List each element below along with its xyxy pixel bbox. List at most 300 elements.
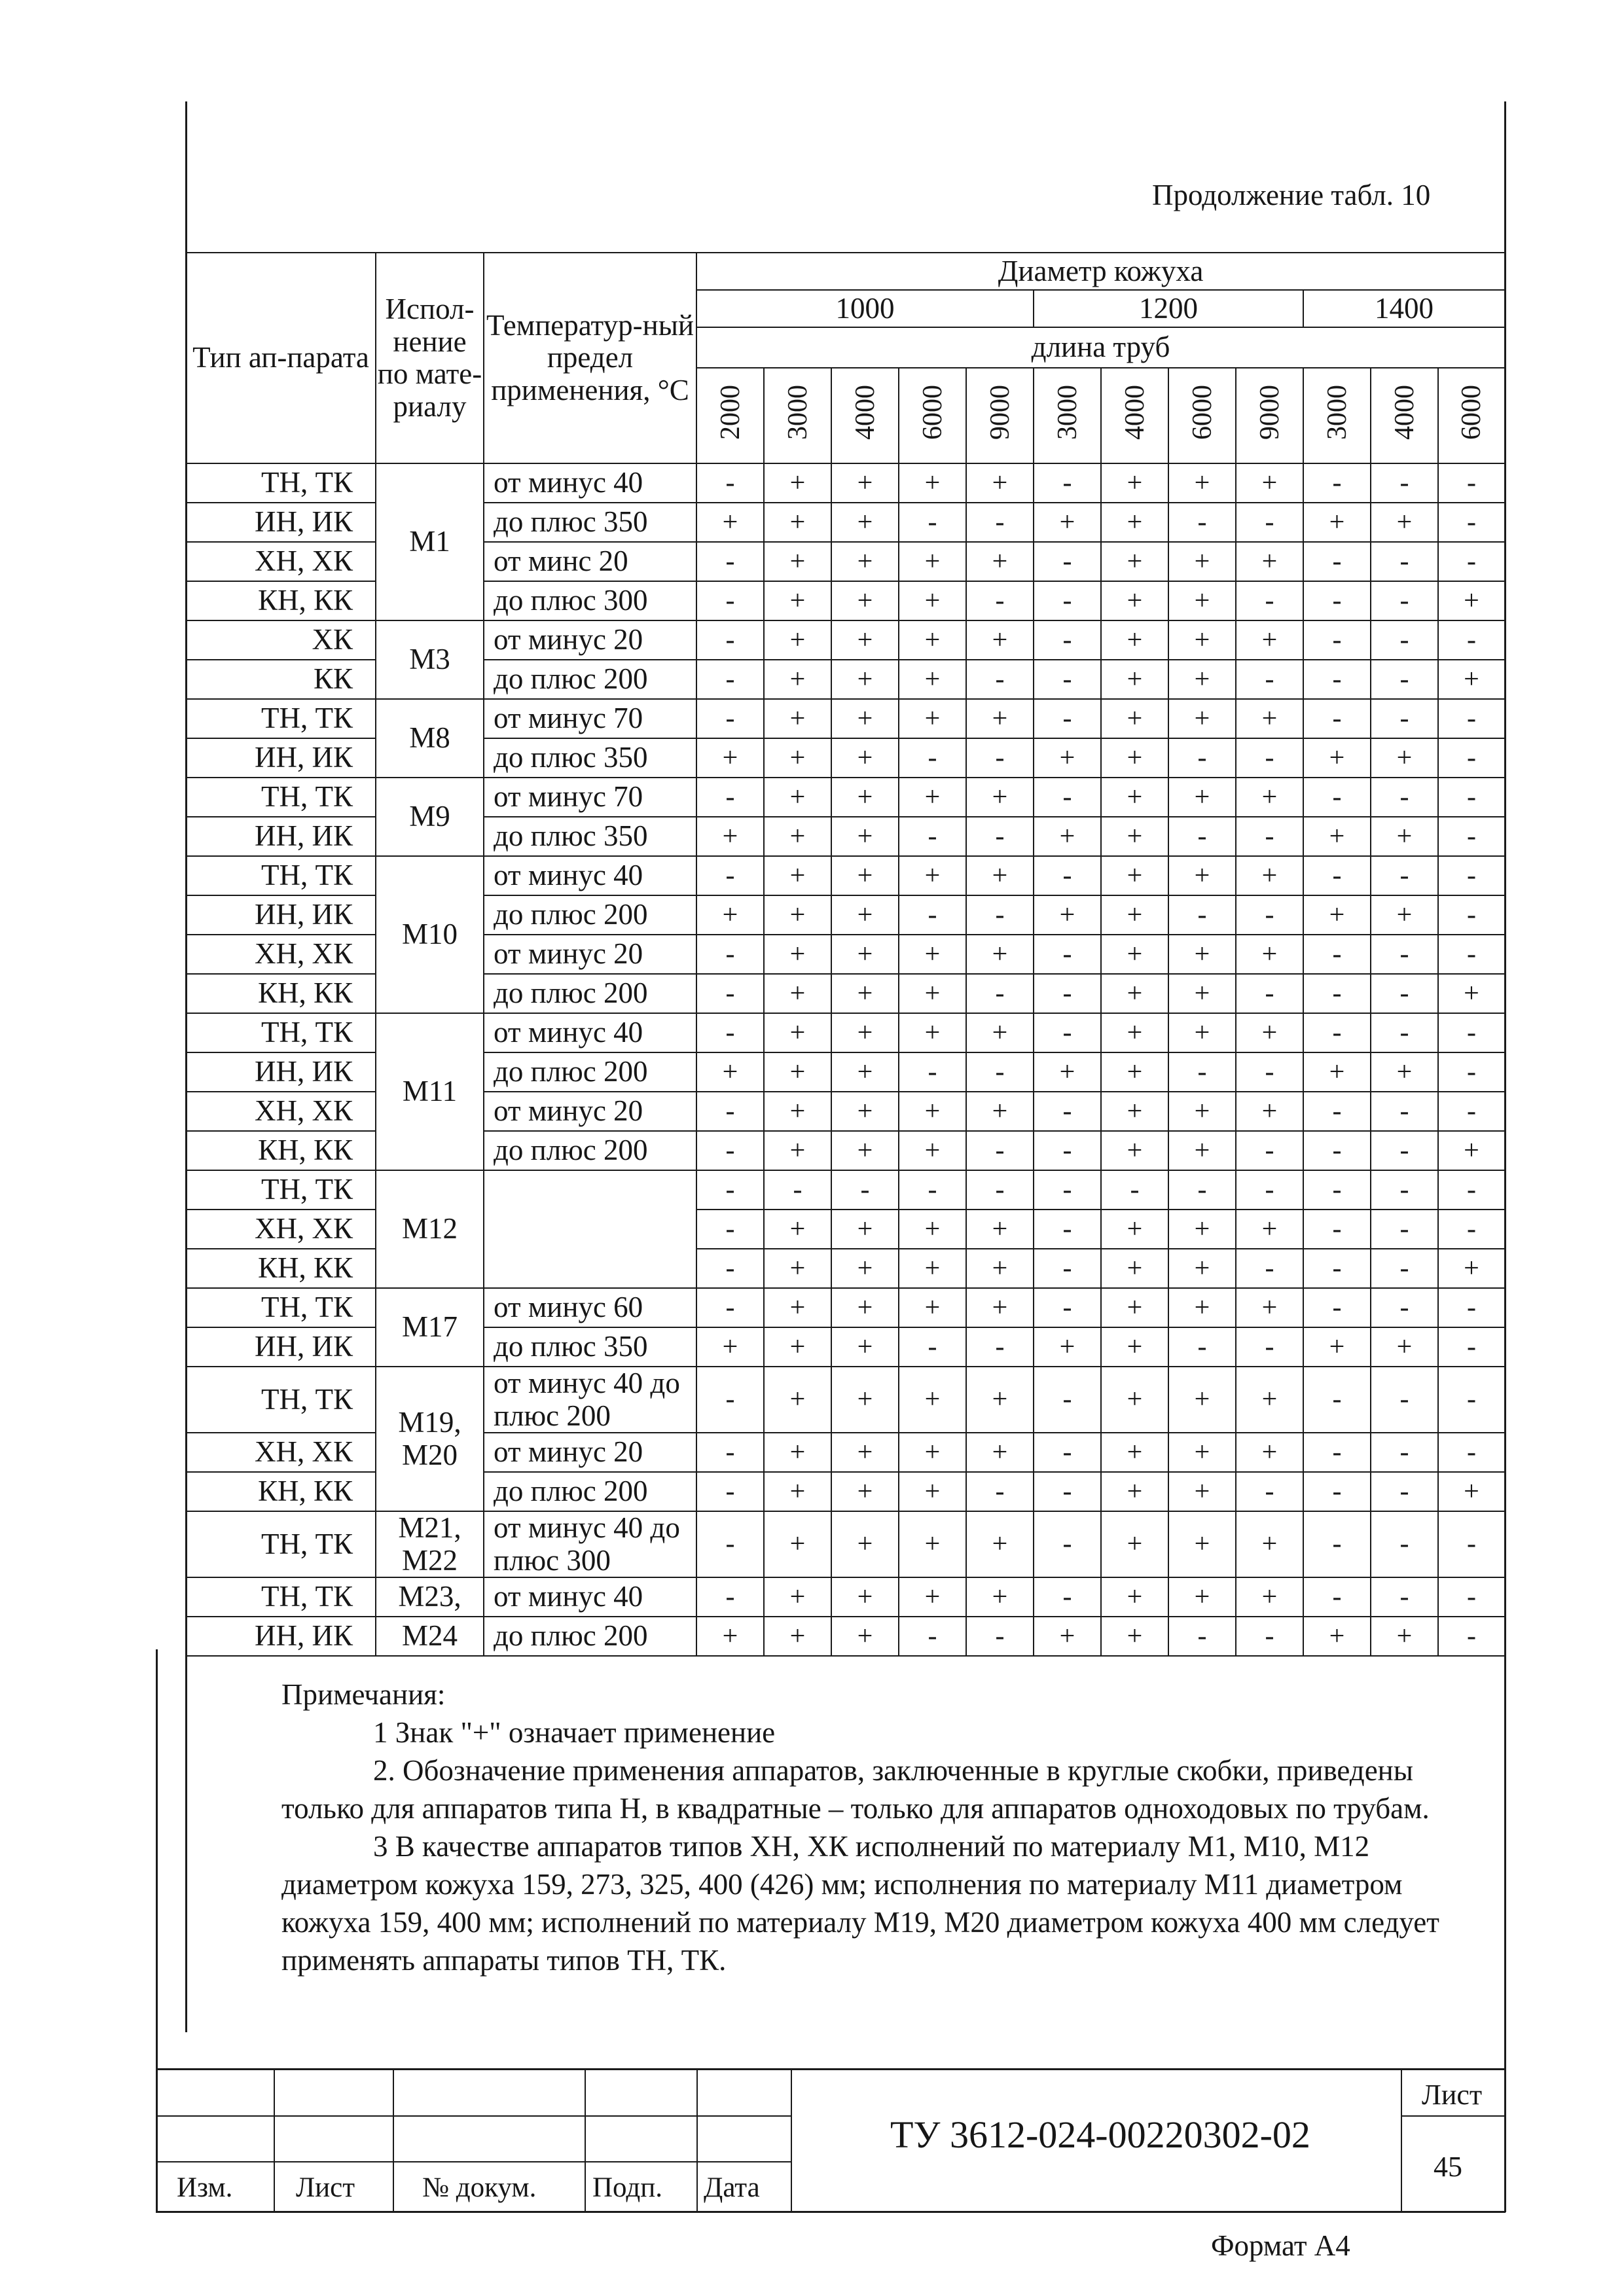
table-body: [186, 463, 1505, 1656]
applicability-cell: -: [1438, 463, 1505, 503]
apparatus-type-cell: КН, КК: [186, 1472, 376, 1511]
apparatus-type-cell: ТН, ТК: [186, 856, 376, 895]
table-row: [186, 463, 1505, 503]
applicability-cell: +: [1236, 463, 1303, 503]
applicability-cell: +: [966, 1210, 1034, 1249]
applicability-cell: +: [1101, 463, 1168, 503]
applicability-cell: -: [1438, 778, 1505, 817]
stamp-label-izm: Изм.: [177, 2172, 233, 2203]
applicability-cell: +: [1101, 620, 1168, 660]
table-row: [186, 1013, 1505, 1052]
applicability-cell: -: [764, 1170, 831, 1210]
applicability-cell: +: [764, 1013, 831, 1052]
applicability-cell: -: [1371, 1288, 1438, 1327]
applicability-cell: +: [1034, 1052, 1101, 1092]
applicability-cell: +: [764, 699, 831, 738]
material-cell: М11: [376, 1013, 484, 1170]
tube-length-label: 6000: [1187, 384, 1218, 440]
notes-block: [281, 1676, 1486, 1979]
apparatus-type-cell: ИН, ИК: [186, 738, 376, 778]
applicability-cell: +: [1168, 935, 1236, 974]
apparatus-type-cell: ХН, ХК: [186, 1433, 376, 1472]
tube-length-header: [831, 368, 899, 463]
applicability-cell: -: [831, 1170, 899, 1210]
applicability-cell: -: [1034, 1288, 1101, 1327]
applicability-cell: +: [899, 1288, 966, 1327]
applicability-cell: +: [1101, 935, 1168, 974]
document-code: ТУ 3612-024-00220302-02: [890, 2113, 1310, 2156]
applicability-cell: -: [1303, 1249, 1371, 1288]
applicability-cell: +: [1303, 1052, 1371, 1092]
applicability-cell: +: [764, 974, 831, 1013]
applicability-cell: +: [1236, 856, 1303, 895]
applicability-cell: -: [1303, 620, 1371, 660]
applicability-cell: -: [1438, 620, 1505, 660]
applicability-cell: +: [1101, 1131, 1168, 1170]
applicability-cell: +: [1438, 660, 1505, 699]
applicability-cell: -: [1303, 1433, 1371, 1472]
applicability-cell: +: [831, 1577, 899, 1617]
stamp-row-line-2: [156, 2161, 791, 2162]
table-row: [186, 1288, 1505, 1327]
applicability-cell: +: [764, 1433, 831, 1472]
applicability-cell: -: [1371, 1170, 1438, 1210]
applicability-cell: -: [696, 1013, 764, 1052]
applicability-cell: -: [1168, 1052, 1236, 1092]
applicability-cell: -: [1034, 1367, 1101, 1433]
applicability-cell: +: [1101, 503, 1168, 542]
applicability-cell: +: [831, 935, 899, 974]
applicability-cell: -: [1303, 1092, 1371, 1131]
applicability-cell: +: [696, 1617, 764, 1656]
apparatus-type-cell: ИН, ИК: [186, 1327, 376, 1367]
header-tube-length: длина труб: [696, 327, 1505, 368]
temperature-cell: до плюс 350: [484, 738, 696, 778]
applicability-cell: -: [1303, 1367, 1371, 1433]
temperature-cell: до плюс 200: [484, 895, 696, 935]
applicability-cell: +: [1168, 1013, 1236, 1052]
applicability-cell: -: [966, 503, 1034, 542]
applicability-cell: -: [1236, 503, 1303, 542]
applicability-cell: +: [764, 503, 831, 542]
applicability-cell: +: [899, 1472, 966, 1511]
applicability-cell: +: [1236, 778, 1303, 817]
table-row: [186, 1577, 1505, 1617]
apparatus-type-cell: ИН, ИК: [186, 503, 376, 542]
applicability-cell: -: [696, 778, 764, 817]
applicability-cell: -: [1034, 856, 1101, 895]
applicability-cell: +: [1236, 1511, 1303, 1577]
applicability-cell: +: [831, 581, 899, 620]
applicability-cell: +: [764, 1617, 831, 1656]
tube-length-label: 3000: [782, 384, 813, 440]
applicability-cell: +: [899, 935, 966, 974]
applicability-cell: +: [966, 1092, 1034, 1131]
applicability-cell: +: [966, 542, 1034, 581]
applicability-cell: -: [966, 581, 1034, 620]
applicability-cell: +: [1101, 1511, 1168, 1577]
applicability-cell: -: [1438, 699, 1505, 738]
applicability-cell: -: [1371, 1367, 1438, 1433]
applicability-cell: +: [1101, 581, 1168, 620]
apparatus-type-cell: КК: [186, 660, 376, 699]
applicability-cell: -: [1438, 1288, 1505, 1327]
applicability-cell: -: [899, 1327, 966, 1367]
applicability-cell: -: [1303, 1472, 1371, 1511]
header-d1200: 1200: [1034, 290, 1303, 327]
note-1: 1 Знак "+" означает применение: [373, 1716, 776, 1749]
applicability-cell: -: [966, 1617, 1034, 1656]
temperature-cell: от минус 40: [484, 1577, 696, 1617]
applicability-cell: -: [899, 895, 966, 935]
applicability-cell: +: [831, 463, 899, 503]
application-table: [185, 252, 1506, 1657]
applicability-cell: +: [1034, 738, 1101, 778]
applicability-cell: -: [1236, 660, 1303, 699]
applicability-cell: -: [1303, 699, 1371, 738]
applicability-cell: +: [1168, 1433, 1236, 1472]
table-row: [186, 1367, 1505, 1433]
applicability-cell: -: [1371, 1249, 1438, 1288]
applicability-cell: -: [1438, 542, 1505, 581]
applicability-cell: +: [831, 1092, 899, 1131]
applicability-cell: -: [1371, 620, 1438, 660]
applicability-cell: -: [696, 1511, 764, 1577]
applicability-cell: +: [1101, 1210, 1168, 1249]
applicability-cell: +: [696, 1327, 764, 1367]
applicability-cell: +: [764, 856, 831, 895]
applicability-cell: +: [966, 463, 1034, 503]
apparatus-type-cell: ХК: [186, 620, 376, 660]
tube-length-label: 9000: [1254, 384, 1285, 440]
applicability-cell: +: [831, 1617, 899, 1656]
applicability-cell: +: [899, 542, 966, 581]
applicability-cell: -: [1034, 1210, 1101, 1249]
table-row: [186, 1511, 1505, 1577]
temperature-cell: от минус 40 до плюс 200: [484, 1367, 696, 1433]
applicability-cell: +: [1168, 1577, 1236, 1617]
applicability-cell: +: [1168, 1367, 1236, 1433]
applicability-cell: -: [966, 895, 1034, 935]
table-row: [186, 699, 1505, 738]
tube-length-header: [1101, 368, 1168, 463]
applicability-cell: -: [696, 1131, 764, 1170]
applicability-cell: +: [1101, 1433, 1168, 1472]
applicability-cell: +: [831, 778, 899, 817]
applicability-cell: -: [696, 542, 764, 581]
applicability-cell: -: [1303, 1511, 1371, 1577]
applicability-cell: -: [1236, 738, 1303, 778]
applicability-cell: -: [899, 738, 966, 778]
applicability-cell: -: [1371, 1511, 1438, 1577]
temperature-cell: от минус 20: [484, 620, 696, 660]
applicability-cell: -: [1371, 1013, 1438, 1052]
applicability-cell: +: [1168, 699, 1236, 738]
applicability-cell: -: [899, 1170, 966, 1210]
applicability-cell: -: [966, 1052, 1034, 1092]
tube-length-label: 6000: [1456, 384, 1487, 440]
applicability-cell: +: [1236, 1210, 1303, 1249]
applicability-cell: +: [764, 778, 831, 817]
applicability-cell: -: [696, 1249, 764, 1288]
applicability-cell: -: [1303, 1170, 1371, 1210]
applicability-cell: -: [1236, 1131, 1303, 1170]
sheet-label: Лист: [1422, 2079, 1483, 2111]
apparatus-type-cell: КН, КК: [186, 1249, 376, 1288]
applicability-cell: +: [1168, 542, 1236, 581]
applicability-cell: +: [899, 699, 966, 738]
applicability-cell: -: [1303, 974, 1371, 1013]
applicability-cell: +: [1236, 699, 1303, 738]
applicability-cell: -: [696, 1092, 764, 1131]
applicability-cell: -: [1168, 1617, 1236, 1656]
temperature-cell: от минус 40: [484, 463, 696, 503]
applicability-cell: +: [1101, 699, 1168, 738]
applicability-cell: -: [1168, 817, 1236, 856]
notes-title: Примечания:: [281, 1678, 446, 1711]
applicability-cell: +: [1168, 1092, 1236, 1131]
apparatus-type-cell: ИН, ИК: [186, 1617, 376, 1656]
applicability-cell: +: [1168, 463, 1236, 503]
applicability-cell: -: [1371, 974, 1438, 1013]
temperature-cell: от минус 40 до плюс 300: [484, 1511, 696, 1577]
applicability-cell: +: [764, 935, 831, 974]
applicability-cell: +: [831, 1433, 899, 1472]
temperature-cell: до плюс 200: [484, 1472, 696, 1511]
apparatus-type-cell: КН, КК: [186, 581, 376, 620]
applicability-cell: +: [831, 817, 899, 856]
stamp-col-line-5: [791, 2068, 792, 2212]
applicability-cell: -: [1168, 503, 1236, 542]
applicability-cell: +: [1236, 542, 1303, 581]
applicability-cell: +: [899, 620, 966, 660]
applicability-cell: -: [1438, 1617, 1505, 1656]
tube-length-header: [1371, 368, 1438, 463]
applicability-cell: -: [966, 1170, 1034, 1210]
tube-length-header: [1034, 368, 1101, 463]
applicability-cell: +: [1371, 503, 1438, 542]
applicability-cell: +: [1168, 778, 1236, 817]
applicability-cell: +: [1371, 817, 1438, 856]
tube-length-label: 3000: [1322, 384, 1352, 440]
applicability-cell: -: [1303, 1288, 1371, 1327]
applicability-cell: +: [1101, 778, 1168, 817]
apparatus-type-cell: ИН, ИК: [186, 817, 376, 856]
apparatus-type-cell: ИН, ИК: [186, 895, 376, 935]
temperature-cell: от минус 20: [484, 1092, 696, 1131]
applicability-cell: -: [1034, 1249, 1101, 1288]
applicability-cell: -: [696, 1577, 764, 1617]
applicability-cell: +: [899, 1131, 966, 1170]
temperature-cell: от минус 20: [484, 935, 696, 974]
applicability-cell: -: [1034, 1013, 1101, 1052]
applicability-cell: +: [899, 1210, 966, 1249]
applicability-cell: +: [764, 1092, 831, 1131]
table-row: [186, 778, 1505, 817]
applicability-cell: -: [1236, 1170, 1303, 1210]
applicability-cell: +: [966, 1511, 1034, 1577]
applicability-cell: -: [1371, 1433, 1438, 1472]
applicability-cell: +: [764, 1367, 831, 1433]
header-temperature: Температур-ный предел применения, °С: [484, 253, 696, 463]
header-type: Тип ап-парата: [186, 253, 376, 463]
applicability-cell: -: [1303, 581, 1371, 620]
applicability-cell: -: [1168, 895, 1236, 935]
applicability-cell: -: [1168, 1327, 1236, 1367]
temperature-cell: до плюс 200: [484, 1617, 696, 1656]
temperature-cell: от минус 70: [484, 778, 696, 817]
applicability-cell: +: [764, 542, 831, 581]
applicability-cell: +: [1438, 581, 1505, 620]
apparatus-type-cell: ТН, ТК: [186, 1170, 376, 1210]
applicability-cell: +: [1101, 1367, 1168, 1433]
applicability-cell: -: [1371, 581, 1438, 620]
stamp-col-line-6: [1401, 2068, 1402, 2212]
applicability-cell: +: [1168, 1131, 1236, 1170]
applicability-cell: +: [899, 1092, 966, 1131]
apparatus-type-cell: ХН, ХК: [186, 1210, 376, 1249]
applicability-cell: -: [1371, 699, 1438, 738]
applicability-cell: -: [696, 660, 764, 699]
applicability-cell: +: [899, 660, 966, 699]
applicability-cell: -: [1303, 1577, 1371, 1617]
applicability-cell: -: [1371, 660, 1438, 699]
applicability-cell: +: [696, 503, 764, 542]
applicability-cell: -: [966, 738, 1034, 778]
note-3: 3 В качестве аппаратов типов ХН, ХК исполнений по материалу М1, М10, М12 диаметром кожуха 159, 273, 325, 400 (426) мм; исполнения по материалу М11 диаметром кожуха 159, 400 мм; исполнений по материалу М19, М20 диаметром кожуха 400 мм следует применять аппараты типов ТН, ТК.: [281, 1830, 1439, 1977]
applicability-cell: +: [831, 660, 899, 699]
applicability-cell: +: [966, 1249, 1034, 1288]
applicability-cell: +: [831, 542, 899, 581]
applicability-cell: +: [764, 1288, 831, 1327]
material-cell: М21, М22: [376, 1511, 484, 1577]
applicability-cell: +: [831, 503, 899, 542]
applicability-cell: -: [696, 463, 764, 503]
stamp-top-line: [156, 2068, 1506, 2070]
tube-length-label: 3000: [1052, 384, 1083, 440]
material-cell: М10: [376, 856, 484, 1013]
applicability-cell: +: [966, 699, 1034, 738]
tube-length-label: 2000: [715, 384, 746, 440]
applicability-cell: +: [966, 1367, 1034, 1433]
applicability-cell: +: [899, 581, 966, 620]
material-cell: М9: [376, 778, 484, 856]
tube-length-header: [1438, 368, 1505, 463]
apparatus-type-cell: ТН, ТК: [186, 1013, 376, 1052]
applicability-cell: +: [696, 738, 764, 778]
applicability-cell: -: [899, 503, 966, 542]
applicability-cell: +: [899, 856, 966, 895]
applicability-cell: +: [1236, 1577, 1303, 1617]
applicability-cell: -: [1438, 935, 1505, 974]
applicability-cell: -: [1236, 1052, 1303, 1092]
applicability-cell: +: [966, 620, 1034, 660]
apparatus-type-cell: ИН, ИК: [186, 1052, 376, 1092]
applicability-cell: -: [1034, 699, 1101, 738]
applicability-cell: -: [1034, 935, 1101, 974]
applicability-cell: +: [966, 935, 1034, 974]
temperature-cell: от минус 40: [484, 856, 696, 895]
applicability-cell: -: [1034, 974, 1101, 1013]
applicability-cell: -: [966, 1131, 1034, 1170]
applicability-cell: -: [966, 817, 1034, 856]
applicability-cell: -: [1034, 620, 1101, 660]
applicability-cell: -: [696, 1210, 764, 1249]
applicability-cell: +: [764, 581, 831, 620]
applicability-cell: -: [1236, 895, 1303, 935]
applicability-cell: -: [1371, 1092, 1438, 1131]
applicability-cell: +: [1438, 1131, 1505, 1170]
applicability-cell: +: [696, 1052, 764, 1092]
applicability-cell: -: [1438, 817, 1505, 856]
tube-length-label: 4000: [1389, 384, 1420, 440]
applicability-cell: +: [1168, 856, 1236, 895]
tube-length-header: [1303, 368, 1371, 463]
stamp-label-date: Дата: [704, 2172, 760, 2203]
stamp-col-line-3: [585, 2068, 586, 2212]
applicability-cell: +: [899, 1367, 966, 1433]
applicability-cell: -: [1438, 1210, 1505, 1249]
applicability-cell: +: [899, 974, 966, 1013]
applicability-cell: +: [1101, 1288, 1168, 1327]
applicability-cell: +: [1101, 895, 1168, 935]
stamp-col-line-2: [393, 2068, 394, 2212]
applicability-cell: +: [966, 1433, 1034, 1472]
applicability-cell: +: [1101, 1092, 1168, 1131]
material-cell: М24: [376, 1617, 484, 1656]
applicability-cell: +: [1236, 620, 1303, 660]
applicability-cell: +: [1236, 935, 1303, 974]
apparatus-type-cell: ТН, ТК: [186, 778, 376, 817]
applicability-cell: +: [1101, 1577, 1168, 1617]
applicability-cell: -: [1438, 895, 1505, 935]
applicability-cell: -: [1034, 1511, 1101, 1577]
applicability-cell: -: [966, 1472, 1034, 1511]
tube-length-header: [899, 368, 966, 463]
applicability-cell: -: [1034, 463, 1101, 503]
applicability-cell: -: [1168, 738, 1236, 778]
format-label: Формат А4: [1211, 2229, 1350, 2262]
applicability-cell: +: [831, 1210, 899, 1249]
applicability-cell: -: [1303, 660, 1371, 699]
stamp-bottom-line: [156, 2211, 1506, 2213]
applicability-cell: +: [1303, 895, 1371, 935]
applicability-cell: +: [1034, 895, 1101, 935]
table-row: [186, 856, 1505, 895]
applicability-cell: +: [966, 1013, 1034, 1052]
applicability-cell: -: [1438, 738, 1505, 778]
header-diameter: Диаметр кожуха: [696, 253, 1505, 290]
applicability-cell: -: [966, 974, 1034, 1013]
applicability-cell: -: [696, 1170, 764, 1210]
tube-length-label: 4000: [850, 384, 880, 440]
applicability-cell: -: [1371, 1131, 1438, 1170]
applicability-cell: -: [696, 1367, 764, 1433]
stamp-sheet-line: [1401, 2115, 1506, 2117]
applicability-cell: +: [1101, 1617, 1168, 1656]
temperature-cell: до плюс 200: [484, 974, 696, 1013]
apparatus-type-cell: КН, КК: [186, 1131, 376, 1170]
applicability-cell: -: [1303, 778, 1371, 817]
applicability-cell: -: [1236, 974, 1303, 1013]
applicability-cell: -: [1438, 856, 1505, 895]
material-cell: М12: [376, 1170, 484, 1288]
applicability-cell: +: [1168, 1472, 1236, 1511]
applicability-cell: +: [1101, 1327, 1168, 1367]
applicability-cell: +: [1371, 1617, 1438, 1656]
applicability-cell: +: [966, 1288, 1034, 1327]
applicability-cell: +: [1101, 974, 1168, 1013]
